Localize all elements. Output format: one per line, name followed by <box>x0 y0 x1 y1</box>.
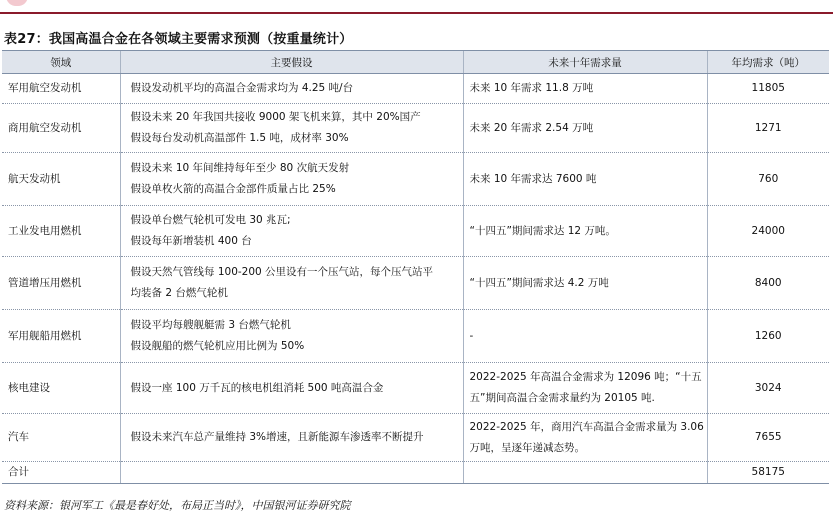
demand-line: 万吨，呈逐年递减态势。 <box>469 441 585 454</box>
assumption-cell <box>120 74 463 104</box>
total-label: 合计 <box>2 462 120 484</box>
demand-cell <box>463 257 707 310</box>
assumption-line: 假设舰船的燃气轮机应用比例为 50% <box>130 340 305 352</box>
top-divider <box>0 12 833 14</box>
field-cell: 航天发动机 <box>2 153 120 206</box>
demand-line: “十四五”期间需求达 12 万吨。 <box>469 224 616 237</box>
annual-demand-cell: 1260 <box>707 310 829 363</box>
demand-cell <box>463 153 707 206</box>
header-annual-demand: 年均需求（吨） <box>707 51 829 74</box>
table-row <box>2 363 829 414</box>
table-row <box>2 153 829 206</box>
field-cell: 商用航空发动机 <box>2 104 120 153</box>
field-cell: 核电建设 <box>2 363 120 414</box>
assumption-line: 假设发动机平均的高温合金需求均为 4.25 吨/台 <box>130 82 354 94</box>
total-empty <box>120 462 463 484</box>
field-cell: 军用舰船用燃机 <box>2 310 120 363</box>
annual-demand-cell: 760 <box>707 153 829 206</box>
table-row <box>2 414 829 462</box>
table-row <box>2 310 829 363</box>
demand-line: “十四五”期间需求达 4.2 万吨 <box>469 276 609 289</box>
table-row <box>2 104 829 153</box>
demand-line: - <box>469 329 474 342</box>
assumption-cell <box>120 310 463 363</box>
header-ten-year-demand: 未来十年需求量 <box>463 51 707 74</box>
assumption-line: 假设一座 100 万千瓦的核电机组消耗 500 吨高温合金 <box>130 381 384 394</box>
assumption-cell <box>120 363 463 414</box>
demand-line: 未来 10 年需求 11.8 万吨 <box>469 82 594 94</box>
total-empty <box>463 462 707 484</box>
demand-forecast-table <box>2 50 829 484</box>
field-cell: 工业发电用燃机 <box>2 206 120 257</box>
assumption-line: 假设单台燃气轮机可发电 30 兆瓦; <box>130 214 291 226</box>
demand-line: 2022-2025 年，商用汽车高温合金需求量为 3.06 <box>469 420 704 433</box>
header-assumptions: 主要假设 <box>120 51 463 74</box>
total-annual: 58175 <box>707 462 829 484</box>
assumption-cell <box>120 257 463 310</box>
table-header-row <box>2 51 829 74</box>
demand-line: 2022-2025 年高温合金需求为 12096 吨；“十五 <box>469 371 702 383</box>
annual-demand-cell: 24000 <box>707 206 829 257</box>
table-row <box>2 206 829 257</box>
header-field: 领域 <box>2 51 120 74</box>
assumption-cell <box>120 104 463 153</box>
demand-cell <box>463 363 707 414</box>
demand-line: 五”期间高温合金需求量约为 20105 吨. <box>469 392 655 404</box>
field-cell: 汽车 <box>2 414 120 462</box>
assumption-line: 假设平均每艘舰艇需 3 台燃气轮机 <box>130 319 291 331</box>
table-row <box>2 257 829 310</box>
assumption-cell <box>120 153 463 206</box>
logo-mark <box>6 0 28 6</box>
source-note: 资料来源：银河军工《最是春好处，布局正当时》，中国银河证券研究院 <box>4 499 351 512</box>
annual-demand-cell: 8400 <box>707 257 829 310</box>
assumption-line: 假设天然气管线每 100-200 公里设有一个压气站，每个压气站平 <box>130 266 434 278</box>
field-cell: 管道增压用燃机 <box>2 257 120 310</box>
assumption-line: 假设未来汽车总产量维持 3%增速，且新能源车渗透率不断提升 <box>130 431 424 443</box>
demand-cell <box>463 310 707 363</box>
assumption-cell <box>120 206 463 257</box>
table-title: 表27：我国高温合金在各领域主要需求预测（按重量统计） <box>4 32 353 47</box>
assumption-line: 均装备 2 台燃气轮机 <box>130 287 228 299</box>
assumption-line: 假设未来 20 年我国共接收 9000 架飞机来算，其中 20%国产 <box>130 111 421 123</box>
assumption-line: 假设未来 10 年间维持每年至少 80 次航天发射 <box>130 162 350 174</box>
demand-line: 未来 10 年需求达 7600 吨 <box>469 172 597 185</box>
assumption-cell <box>120 414 463 462</box>
annual-demand-cell: 1271 <box>707 104 829 153</box>
assumption-line: 假设每台发动机高温部件 1.5 吨，成材率 30% <box>130 132 349 144</box>
assumption-line: 假设每年新增装机 400 台 <box>130 235 252 247</box>
demand-cell <box>463 74 707 104</box>
field-cell: 军用航空发动机 <box>2 74 120 104</box>
annual-demand-cell: 7655 <box>707 414 829 462</box>
demand-cell <box>463 206 707 257</box>
demand-line: 未来 20 年需求 2.54 万吨 <box>469 121 594 134</box>
annual-demand-cell: 11805 <box>707 74 829 104</box>
total-row <box>2 462 829 484</box>
top-banner <box>0 0 833 14</box>
annual-demand-cell: 3024 <box>707 363 829 414</box>
table-row <box>2 74 829 104</box>
demand-cell <box>463 414 707 462</box>
demand-cell <box>463 104 707 153</box>
assumption-line: 假设单枚火箭的高温合金部件质量占比 25% <box>130 183 336 195</box>
